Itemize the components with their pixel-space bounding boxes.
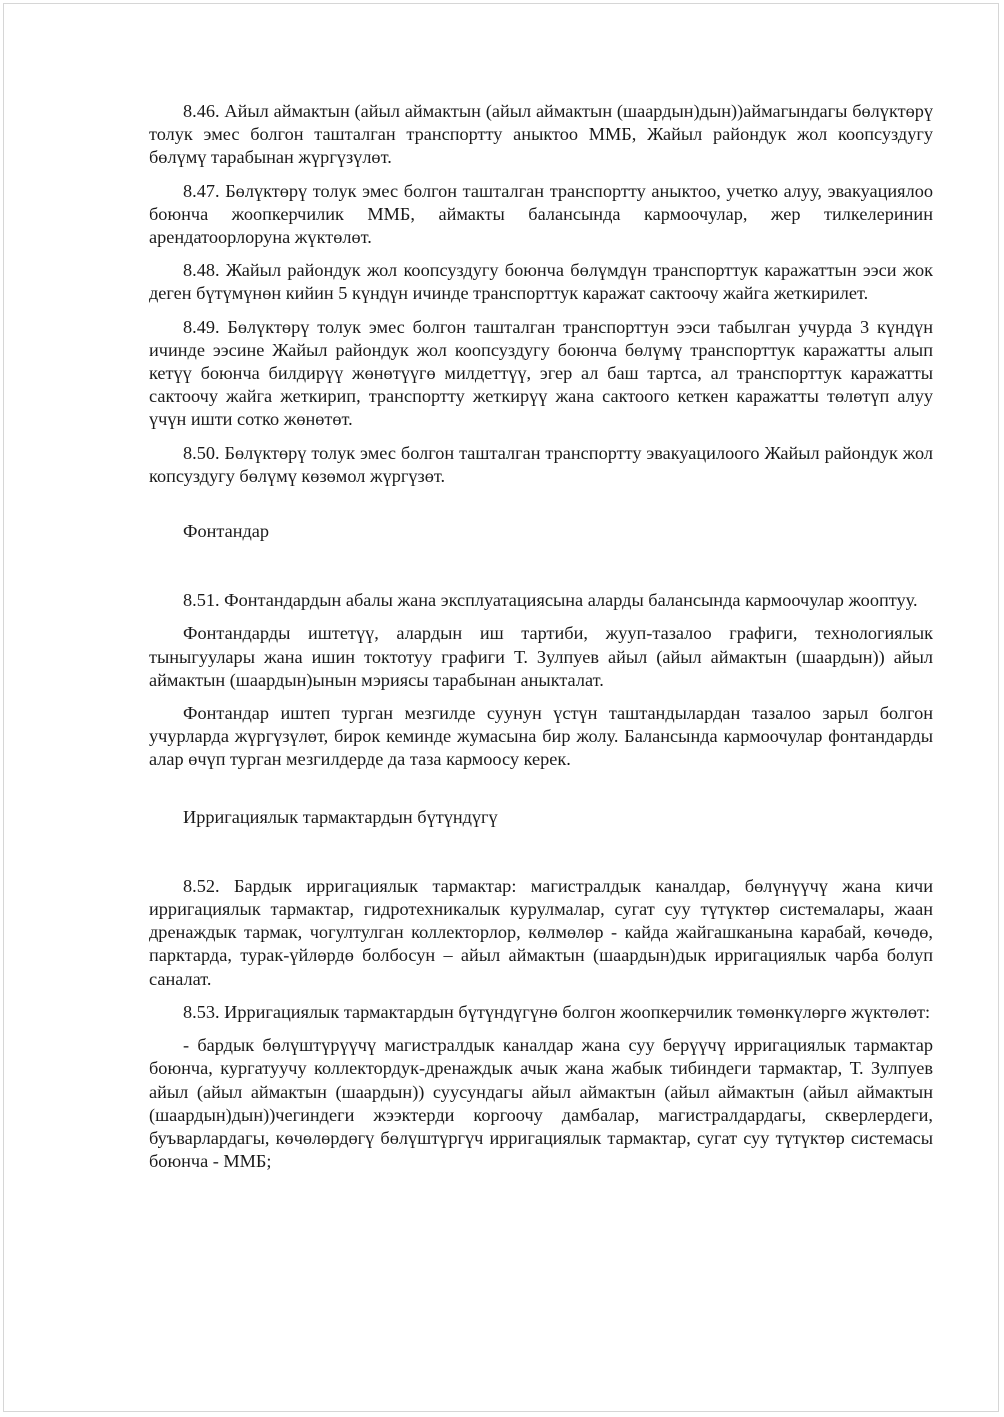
section-heading-fountains: Фонтандар xyxy=(183,521,270,542)
paragraph-fountain-cleaning: Фонтандар иштеп турган мезгилде суунун үстүн таштандылардан тазалоо зарыл болгон учурларда жүргүзүлөт, бирок кеминде жумасына бир жолу. Балансында кармоочулар фонтандарды алар өчүп турган мезгилдерде да таза кармоосу керек. xyxy=(149,703,933,770)
paragraph-8-50: 8.50. Бөлүктөрү толук эмес болгон ташталган транспортту эвакуацилоого Жайыл райондук жол копсуздугу бөлүмү көзөмол жүргүзөт. xyxy=(149,442,933,486)
section-heading-irrigation: Ирригациялык тармактардын бүтүндүгү xyxy=(183,806,498,827)
document-page xyxy=(3,3,999,1412)
paragraph-8-49: 8.49. Бөлүктөрү толук эмес болгон ташталган транспорттун ээси табылган учурда 3 күндүн ичинде ээсине Жайыл райондук жол коопсуздугу боюнча бөлүмү транспорттук каражатты алып кетүү боюнча билдирүү жөнөтүүгө милдеттүү, эгер ал баш тартса, ал транспорттук каражатты сактоочу жайга жеткирип, транспортту жеткирүү жана сактоого кеткен каражатты төлөтүп алуу үчүн ишти сотко жөнөтөт. xyxy=(149,316,933,430)
paragraph-8-52: 8.52. Бардык ирригациялык тармактар: магистралдык каналдар, бөлүнүүчү жана кичи ирригациялык тармактар, гидротехникалык курулмалар, сугат суу түтүктөр системалары, жаан дренаждык тармак, чогултулган коллекторлор, көлмөлөр - кайда жайгашканына карабай, көчөдө, парктарда, турак-үйлөрдө болбосун – айыл аймактын (шаардын)дык ирригациялык чарба болуп саналат. xyxy=(149,875,933,989)
paragraph-fountain-schedule: Фонтандарды иштетүү, алардын иш тартиби, жууп-тазалоо графиги, технологиялык тыныгуулары жана ишин токтотуу графиги Т. Зулпуев айыл (айыл аймактын (шаардын)) айыл аймактын (шаардын)ынын мэриясы тарабынан аныкталат. xyxy=(149,623,933,690)
paragraph-8-51: 8.51. Фонтандардын абалы жана эксплуатациясына аларды балансында кармоочулар жооптуу. xyxy=(183,590,918,611)
paragraph-8-47: 8.47. Бөлүктөрү толук эмес болгон ташталган транспортту аныктоо, учетко алуу, эвакуациялоо боюнча жоопкерчилик ММБ, аймакты балансында кармоочулар, жер тилкелеринин арендатоорлоруна жүктөлөт. xyxy=(149,180,933,248)
paragraph-8-53: 8.53. Ирригациялык тармактардын бүтүндүгүнө болгон жоопкерчилик төмөнкүлөргө жүктөлөт: xyxy=(183,1001,931,1022)
document-body xyxy=(149,100,933,1183)
paragraph-responsibility-list-item: - бардык бөлүштүрүүчү магистралдык каналдар жана суу берүүчү ирригациялык тармактар боюнча, кургатуучу коллектордук-дренаждык ачык жана жабык тибиндеги тармактар, Т. Зулпуев айыл (айыл аймактын (шаардын)) суусундагы айыл аймактын (айыл аймактын (айыл аймактын (шаардын)дын))чегиндеги жээктерди коргоочу дамбалар, магистралдардагы, скверлердеги, буъварлардагы, көчөлөрдөгү бөлүштүргүч ирригациялык тармактар, сугат суу түтүктөр системасы боюнча - ММБ; xyxy=(149,1035,933,1172)
paragraph-8-46: 8.46. Айыл аймактын (айыл аймактын (айыл аймактын (шаардын)дын))аймагындагы бөлүктөрү толук эмес болгон ташталган транспортту аныктоо ММБ, Жайыл райондук жол коопсуздугу бөлүмү тарабынан жүргүзүлөт. xyxy=(149,101,933,168)
paragraph-8-48: 8.48. Жайыл райондук жол коопсуздугу боюнча бөлүмдүн транспорттук каражаттын ээси жок деген бүтүмүнөн кийин 5 күндүн ичинде транспорттук каражат сактоочу жайга жеткирилет. xyxy=(149,260,933,304)
